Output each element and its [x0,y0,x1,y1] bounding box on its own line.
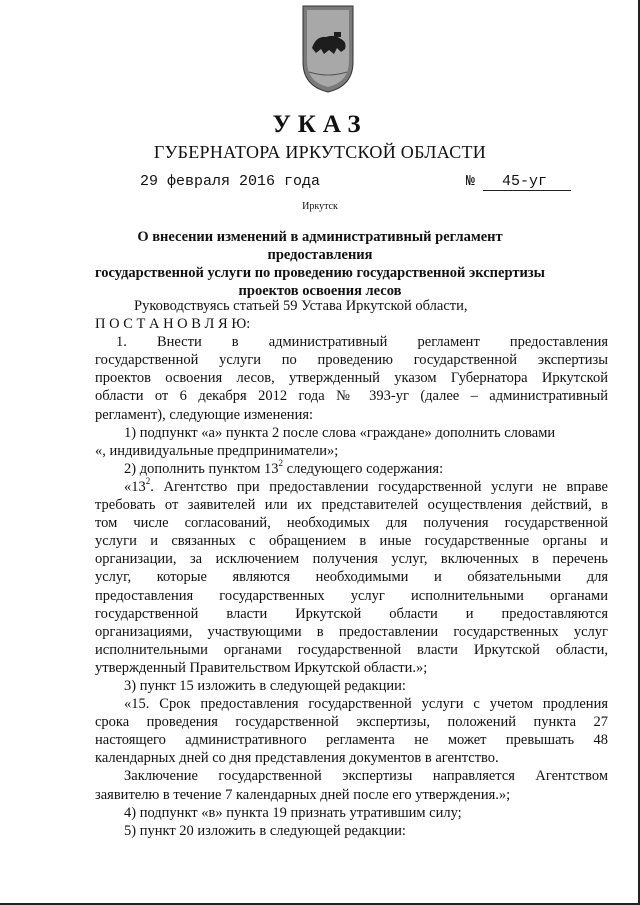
body-text-part: 2) дополнить пунктом 13 [124,460,279,477]
body-line: государственной услуги по проведению государственной экспертизы [95,352,608,369]
heading-line: О внесении изменений в административный регламент предоставления [137,229,503,263]
document-subtitle: ГУБЕРНАТОРА ИРКУТСКОЙ ОБЛАСТИ [153,142,487,162]
body-line [95,478,608,496]
body-line: регламент), следующие изменения: [95,406,314,423]
body-line: организации, за исключением получения услуг, включенных в перечень [95,551,608,568]
decree-body [95,297,608,840]
body-line: «15. Срок предоставления государственной услуги с учетом продления [124,696,608,713]
body-line: П О С Т А Н О В Л Я Ю: [95,316,251,333]
body-line: «, индивидуальные предприниматели»; [95,442,339,459]
body-line: Руководствуясь статьей 59 Устава Иркутской области, [134,298,468,314]
body-line: 1) подпункт «а» пункта 2 после слова «граждане» дополнить словами [124,424,556,441]
body-line: том числе согласований, необходимых для получения государственной [95,515,608,532]
body-line: области от 6 декабря 2012 года № 393-уг (далее – административный [95,388,608,405]
body-line: утвержденный Правительством Иркутской области.»; [95,659,428,676]
body-line: 5) пункт 20 изложить в следующей редакции: [124,822,406,839]
body-line: 4) подпункт «в» пункта 19 признать утратившим силу; [124,804,462,821]
body-line: проектов освоения лесов, утвержденный указом Губернатора Иркутской [95,370,608,387]
body-line: услуги и связанных с обращением в иные государственные органы и [95,533,608,550]
body-line: настоящего административного регламента не может превышать 48 [95,732,608,749]
body-line: заявителю в течение 7 календарных дней после его утверждения.»; [95,786,511,803]
body-text-part: следующего содержания: [283,460,444,477]
body-line: 1. Внести в административный регламент предоставления [116,334,608,351]
body-line: исполнительными органами государственной власти Иркутской области, [95,641,608,658]
body-line: организациями, участвующими в предоставлении государственных услуг [95,623,608,640]
body-line: государственной власти Иркутской области и предоставляются [95,605,608,622]
body-line: 3) пункт 15 изложить в следующей редакции: [124,677,406,694]
number-sign: № [466,173,476,190]
decree-city: Иркутск [302,201,338,212]
body-line: календарных дней со дня представления документов в агентство. [95,750,499,767]
body-line: услуг, которые являются необходимыми и обязательными для [95,569,608,586]
decree-date: 29 февраля 2016 года [140,173,321,190]
body-line [95,460,608,478]
decree-number [466,173,547,190]
number-underline [483,190,571,191]
document-title: УКАЗ [272,111,368,138]
heading-line: проектов освоения лесов [238,283,402,299]
superscript: 2 [145,476,151,487]
body-line: Заключение государственной экспертизы направляется Агентством [124,768,608,785]
body-text-part: «13 [124,478,146,495]
decree-heading [90,228,550,300]
heading-line: государственной услуги по проведению государственной экспертизы [95,265,545,281]
coat-of-arms-emblem [301,4,355,94]
body-line: требовать от заявителей или их представителей осуществления действий, в [95,497,608,514]
body-line: срока проведения государственной экспертизы, положений пункта 27 [95,714,608,731]
body-text-part: . Агентство при предоставлении государственной услуги не вправе [150,478,608,495]
number-value: 45-уг [502,173,548,190]
superscript: 2 [278,458,284,469]
body-line: предоставления государственных услуг исполнительными органами [95,587,608,604]
